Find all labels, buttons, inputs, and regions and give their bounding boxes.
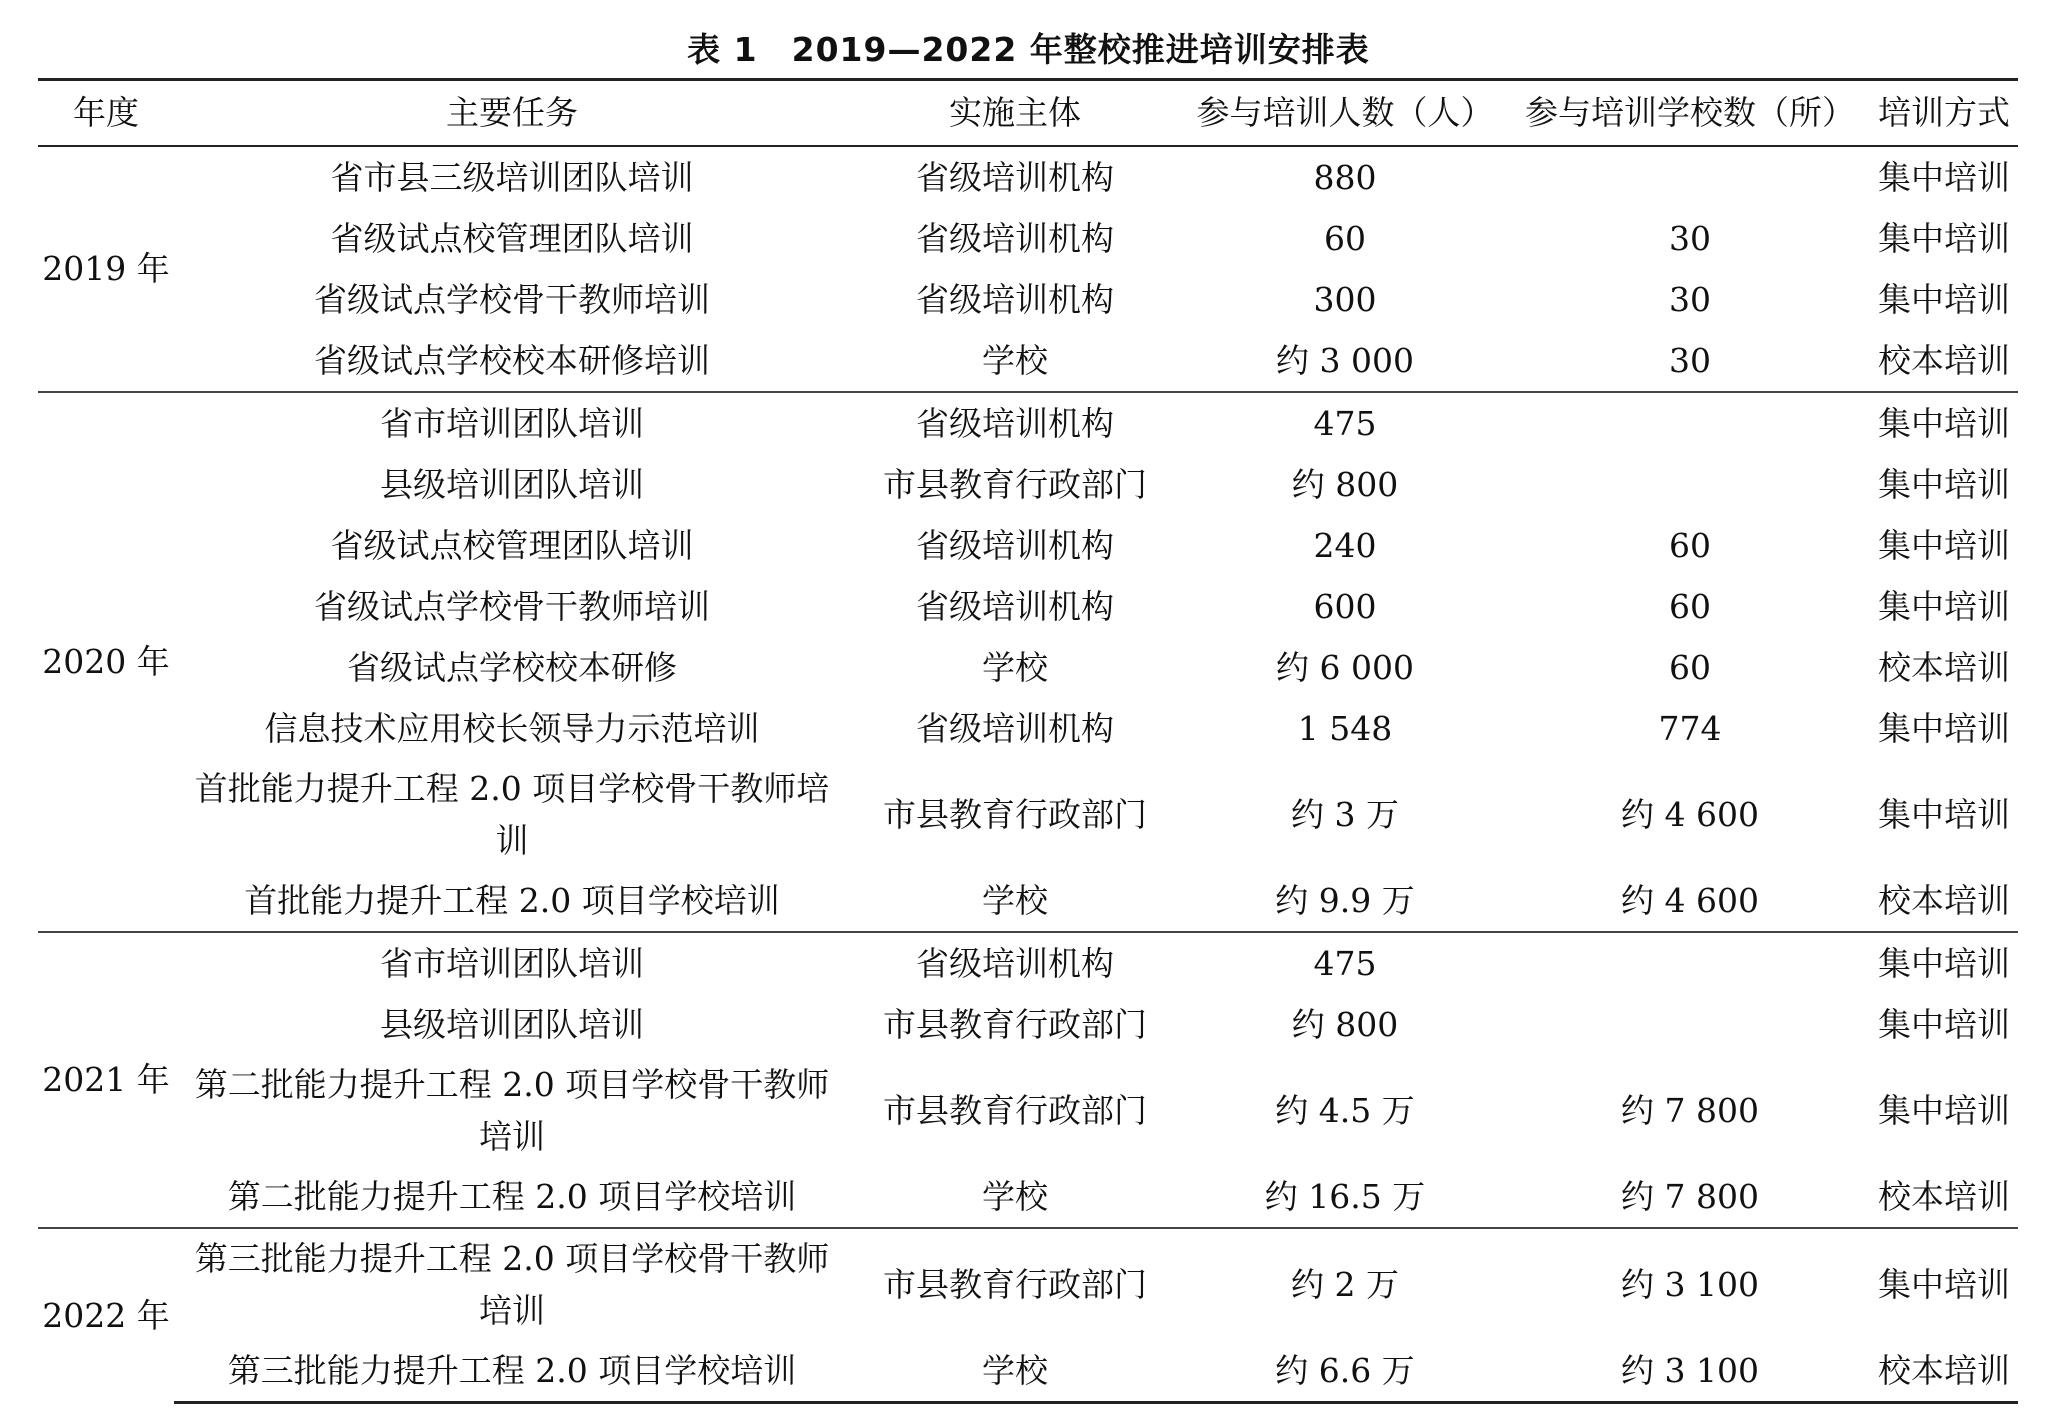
task-cell: 首批能力提升工程 2.0 项目学校骨干教师培训	[194, 768, 830, 860]
people-cell: 880	[1313, 157, 1377, 197]
schools-cell: 30	[1669, 340, 1711, 380]
mode-cell: 校本培训	[1870, 1340, 2018, 1403]
task-cell: 省级试点学校骨干教师培训	[314, 586, 710, 626]
col-header-schools: 参与培训学校数（所）	[1510, 80, 1870, 147]
col-header-task: 主要任务	[174, 80, 850, 147]
table-row	[38, 637, 2018, 698]
schools-cell: 60	[1669, 586, 1711, 626]
mode-cell: 校本培训	[1878, 1176, 2010, 1216]
task-cell: 省级试点学校校本研修培训	[314, 340, 710, 380]
schools-cell: 约 3 100	[1510, 1340, 1870, 1403]
people-cell: 约 4.5 万	[1275, 1090, 1415, 1130]
mode-cell: 校本培训	[1878, 340, 2010, 380]
table-row	[38, 515, 2018, 576]
org-cell: 学校	[982, 340, 1048, 380]
schools-cell: 约 4 600	[1621, 794, 1759, 834]
org-cell: 省级培训机构	[850, 392, 1180, 454]
task-cell: 省市县三级培训团队培训	[330, 157, 694, 197]
task-cell: 省市培训团队培训	[174, 392, 850, 454]
task-cell: 首批能力提升工程 2.0 项目学校培训	[244, 880, 780, 920]
people-cell: 约 6.6 万	[1180, 1340, 1510, 1403]
people-cell: 475	[1180, 932, 1510, 994]
org-cell: 省级培训机构	[850, 932, 1180, 994]
mode-cell: 集中培训	[1870, 932, 2018, 994]
table-row	[38, 1166, 2018, 1228]
org-cell: 学校	[982, 1176, 1048, 1216]
org-cell: 省级培训机构	[916, 157, 1114, 197]
training-schedule-table	[38, 78, 2018, 1404]
table-row	[38, 392, 2018, 454]
table-row	[38, 1055, 2018, 1166]
task-cell: 第三批能力提升工程 2.0 项目学校培训	[174, 1340, 850, 1403]
schools-cell	[1510, 994, 1870, 1055]
schools-cell: 60	[1669, 525, 1711, 565]
task-cell: 第二批能力提升工程 2.0 项目学校骨干教师培训	[194, 1064, 830, 1156]
schools-cell	[1510, 146, 1870, 208]
mode-cell: 集中培训	[1870, 392, 2018, 454]
schools-cell: 约 7 800	[1621, 1176, 1759, 1216]
org-cell: 省级培训机构	[916, 279, 1114, 319]
year-cell: 2019 年	[42, 249, 170, 288]
org-cell: 市县教育行政部门	[883, 1090, 1147, 1130]
people-cell: 约 3 000	[1276, 340, 1414, 380]
table-row	[38, 994, 2018, 1055]
mode-cell: 集中培训	[1878, 1090, 2010, 1130]
org-cell: 省级培训机构	[916, 218, 1114, 258]
org-cell: 学校	[982, 880, 1048, 920]
org-cell: 学校	[850, 1340, 1180, 1403]
col-header-people: 参与培训人数（人）	[1180, 80, 1510, 147]
people-cell: 240	[1313, 525, 1377, 565]
schools-cell: 30	[1669, 279, 1711, 319]
mode-cell: 校本培训	[1878, 880, 2010, 920]
task-cell: 县级培训团队培训	[380, 464, 644, 504]
people-cell: 约 3 万	[1291, 794, 1399, 834]
table-title: 表 1 2019—2022 年整校推进培训安排表	[687, 30, 1370, 69]
schools-cell	[1510, 454, 1870, 515]
task-cell: 县级培训团队培训	[380, 1004, 644, 1044]
org-cell: 学校	[982, 647, 1048, 687]
people-cell: 约 9.9 万	[1275, 880, 1415, 920]
schools-cell: 约 4 600	[1621, 880, 1759, 920]
table-row	[38, 576, 2018, 637]
mode-cell: 集中培训	[1878, 586, 2010, 626]
people-cell: 60	[1324, 218, 1366, 258]
table-row	[38, 454, 2018, 515]
year-cell: 2021 年	[38, 932, 174, 1228]
table-row	[38, 146, 2018, 208]
year-cell: 2022 年	[38, 1228, 174, 1403]
table-row	[38, 759, 2018, 870]
schools-cell	[1510, 392, 1870, 454]
people-cell: 1 548	[1297, 708, 1393, 748]
mode-cell: 集中培训	[1878, 157, 2010, 197]
org-cell: 市县教育行政部门	[883, 1004, 1147, 1044]
people-cell: 约 6 000	[1276, 647, 1414, 687]
org-cell: 市县教育行政部门	[883, 464, 1147, 504]
org-cell: 省级培训机构	[916, 708, 1114, 748]
people-cell: 约 800	[1291, 1004, 1399, 1044]
people-cell: 600	[1313, 586, 1377, 626]
task-cell: 省级试点校管理团队培训	[330, 218, 694, 258]
people-cell: 475	[1180, 392, 1510, 454]
table-row	[38, 1228, 2018, 1340]
mode-cell: 集中培训	[1878, 279, 2010, 319]
year-cell: 2020 年	[38, 392, 174, 932]
mode-cell: 集中培训	[1878, 708, 2010, 748]
people-cell: 约 800	[1291, 464, 1399, 504]
schools-cell	[1510, 932, 1870, 994]
col-header-year: 年度	[38, 80, 174, 147]
col-header-org: 实施主体	[850, 80, 1180, 147]
task-cell: 第三批能力提升工程 2.0 项目学校骨干教师培训	[174, 1228, 850, 1340]
people-cell: 约 2 万	[1180, 1228, 1510, 1340]
table-row	[38, 330, 2018, 392]
org-cell: 省级培训机构	[916, 586, 1114, 626]
table-row	[38, 932, 2018, 994]
task-cell: 信息技术应用校长领导力示范培训	[264, 708, 760, 748]
org-cell: 市县教育行政部门	[883, 794, 1147, 834]
task-cell: 省市培训团队培训	[174, 932, 850, 994]
table-row	[38, 208, 2018, 269]
org-cell: 省级培训机构	[916, 525, 1114, 565]
org-cell: 市县教育行政部门	[850, 1228, 1180, 1340]
task-cell: 省级试点学校骨干教师培训	[314, 279, 710, 319]
schools-cell: 约 7 800	[1621, 1090, 1759, 1130]
schools-cell: 30	[1669, 218, 1711, 258]
table-row	[38, 698, 2018, 759]
mode-cell: 集中培训	[1878, 464, 2010, 504]
mode-cell: 集中培训	[1870, 1228, 2018, 1340]
table-row	[38, 269, 2018, 330]
task-cell: 省级试点校管理团队培训	[330, 525, 694, 565]
col-header-mode: 培训方式	[1870, 80, 2018, 147]
table-row	[38, 870, 2018, 932]
mode-cell: 集中培训	[1878, 525, 2010, 565]
schools-cell: 约 3 100	[1510, 1228, 1870, 1340]
task-cell: 第二批能力提升工程 2.0 项目学校培训	[227, 1176, 797, 1216]
people-cell: 约 16.5 万	[1264, 1176, 1426, 1216]
schools-cell: 60	[1669, 647, 1711, 687]
task-cell: 省级试点学校校本研修	[347, 647, 677, 687]
mode-cell: 集中培训	[1878, 218, 2010, 258]
mode-cell: 校本培训	[1878, 647, 2010, 687]
people-cell: 300	[1313, 279, 1377, 319]
table-row	[38, 1340, 2018, 1403]
mode-cell: 集中培训	[1878, 794, 2010, 834]
schools-cell: 774	[1658, 708, 1722, 748]
mode-cell: 集中培训	[1878, 1004, 2010, 1044]
header-row	[38, 80, 2018, 147]
